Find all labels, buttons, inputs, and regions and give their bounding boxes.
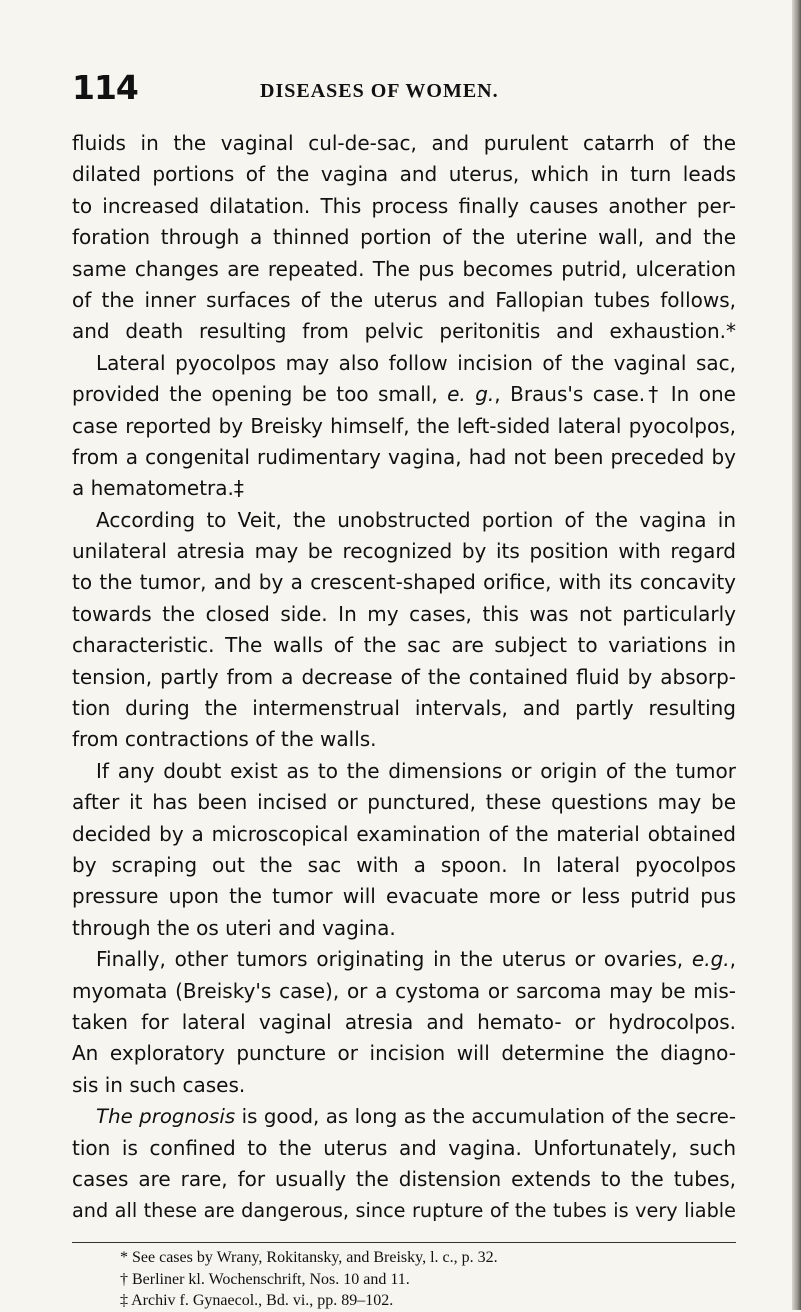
text-line: cases are rare, for usually the distension extends to the tubes,	[72, 1166, 736, 1191]
footnote: † Berliner kl. Wochenschrift, Nos. 10 and 11.	[120, 1270, 410, 1288]
text-line: through the os uteri and vagina.	[72, 915, 396, 940]
page-number: 114	[72, 68, 138, 107]
text-line: tion during the intermenstrual intervals, and partly resulting	[72, 696, 736, 721]
text-line: to the tumor, and by a crescent-shaped orifice, with its concavity	[72, 570, 736, 595]
text-line: foration through a thinned portion of the uterine wall, and the	[72, 225, 736, 250]
paragraph-start-line: If any doubt exist as to the dimensions or origin of the tumor	[96, 758, 736, 783]
text-line: case reported by Breisky himself, the left-sided lateral pyocolpos,	[72, 413, 736, 438]
text-line: taken for lateral vaginal atresia and hemato- or hydrocolpos.	[72, 1009, 736, 1034]
text-line: by scraping out the sac with a spoon. In lateral pyocolpos	[72, 852, 736, 877]
text-line: sis in such cases.	[72, 1072, 246, 1097]
text-line: fluids in the vaginal cul-de-sac, and purulent catarrh of the	[72, 131, 736, 155]
text-line: and death resulting from pelvic peritonitis and exhaustion.*	[72, 319, 736, 344]
text-line: towards the closed side. In my cases, this was not particularly	[72, 601, 736, 626]
text-line: myomata (Breisky's case), or a cystoma or sarcoma may be mis-	[72, 978, 736, 1003]
paragraph-start-line: The prognosis is good, as long as the accumulation of the secre-	[96, 1105, 736, 1129]
text-line: a hematometra.‡	[72, 476, 244, 501]
text-line: decided by a microscopical examination of the material obtained	[72, 821, 736, 846]
text-line: of the inner surfaces of the uterus and Fallopian tubes follows,	[72, 287, 736, 312]
running-head: DISEASES OF WOMEN.	[260, 80, 499, 102]
text-line: tion is confined to the uterus and vagina. Unfortunately, such	[72, 1135, 736, 1160]
page-edge-shadow	[792, 0, 801, 1310]
page-header	[72, 68, 736, 112]
text-line: characteristic. The walls of the sac are subject to variations in	[72, 633, 736, 658]
body-text	[72, 128, 736, 1227]
text-line: provided the opening be too small, e. g., Braus's case.† In one	[72, 382, 736, 407]
text-line: after it has been incised or punctured, these questions may be	[72, 790, 736, 815]
paragraph-start-line: According to Veit, the unobstructed portion of the vagina in	[96, 507, 736, 532]
text-line: to increased dilatation. This process finally causes another per-	[72, 193, 736, 218]
text-line: tension, partly from a decrease of the contained fluid by absorp-	[72, 664, 736, 689]
footnote: ‡ Archiv f. Gynaecol., Bd. vi., pp. 89–102.	[120, 1292, 394, 1309]
text-line: An exploratory puncture or incision will determine the diagno-	[72, 1041, 736, 1066]
text-line: unilateral atresia may be recognized by its position with regard	[72, 539, 736, 564]
text-line: dilated portions of the vagina and uterus, which in turn leads	[72, 162, 736, 187]
text-line: from contractions of the walls.	[72, 727, 377, 752]
paragraph-start-line: Finally, other tumors originating in the uterus or ovaries, e.g.,	[96, 947, 736, 972]
paragraph-start-line: Lateral pyocolpos may also follow incision of the vaginal sac,	[96, 350, 736, 375]
footnote: * See cases by Wrany, Rokitansky, and Breisky, l. c., p. 32.	[120, 1249, 498, 1266]
text-line: and all these are dangerous, since rupture of the tubes is very liable	[72, 1199, 736, 1223]
footnote-divider	[72, 1242, 736, 1243]
text-line: from a congenital rudimentary vagina, had not been preceded by	[72, 444, 736, 469]
footnotes	[120, 1247, 720, 1312]
text-line: same changes are repeated. The pus becomes putrid, ulceration	[72, 256, 736, 281]
text-line: pressure upon the tumor will evacuate more or less putrid pus	[72, 884, 736, 909]
